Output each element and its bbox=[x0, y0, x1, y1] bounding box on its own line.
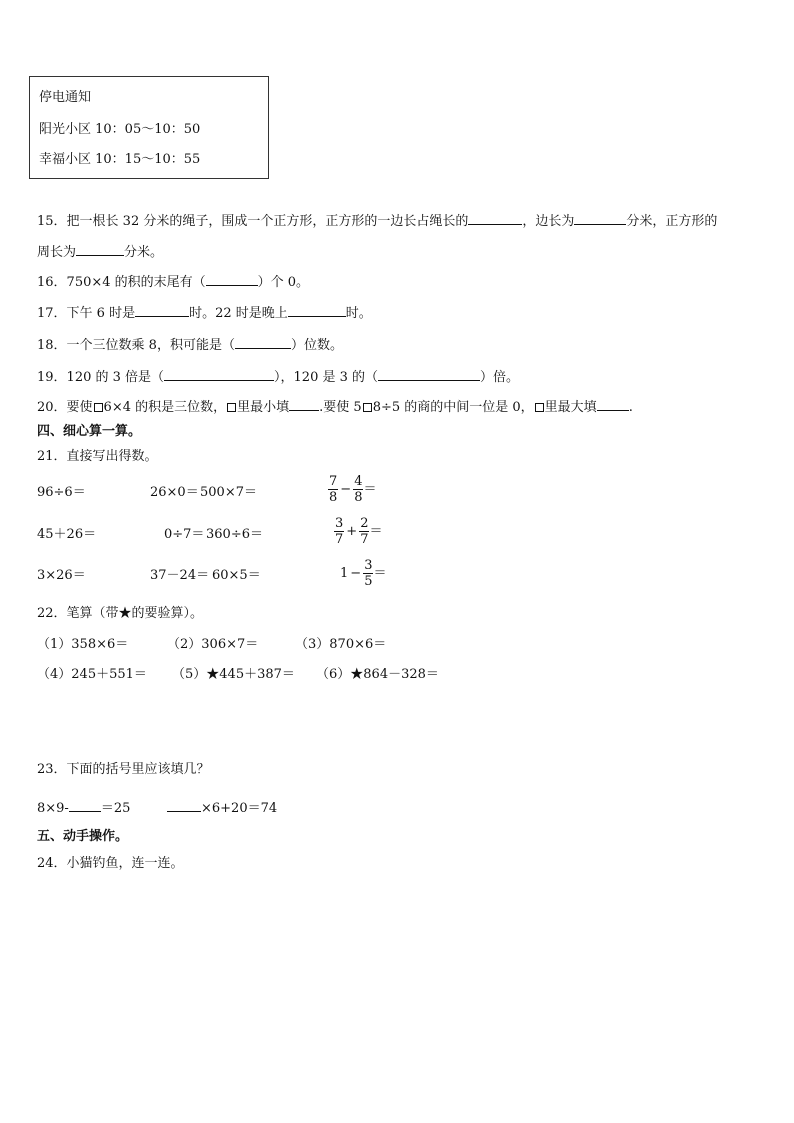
question-17: 17．下午 6 时是 时。22 时是晚上 时。 bbox=[37, 302, 372, 323]
question-22-title: 22．笔算（带★的要验算）。 bbox=[37, 606, 204, 621]
square-box-icon bbox=[94, 403, 103, 412]
answer-blank[interactable] bbox=[206, 271, 258, 286]
fraction: 7 8 bbox=[329, 474, 338, 505]
answer-blank[interactable] bbox=[597, 396, 629, 411]
fill-expression-2: ×6+20＝74 bbox=[167, 797, 277, 818]
answer-blank[interactable] bbox=[135, 302, 189, 317]
calc-0-div-7: 0÷7＝ bbox=[164, 527, 205, 542]
question-15-line2: 周长为 分米。 bbox=[37, 241, 163, 262]
square-box-icon bbox=[227, 403, 236, 412]
calc-60-times-5: 60×5＝ bbox=[212, 568, 261, 583]
power-outage-notice bbox=[29, 76, 269, 179]
notice-line-happiness: 幸福小区 10：15～10：55 bbox=[39, 152, 201, 167]
calc-96-div-6: 96÷6＝ bbox=[37, 485, 86, 500]
written-calc-1: （1）358×6＝ bbox=[37, 637, 129, 652]
answer-blank[interactable] bbox=[164, 366, 274, 381]
answer-blank[interactable] bbox=[288, 302, 346, 317]
question-24: 24．小猫钓鱼，连一连。 bbox=[37, 856, 184, 871]
written-calc-6: （6）★864－328＝ bbox=[316, 667, 439, 682]
section-5-heading: 五、动手操作。 bbox=[37, 829, 129, 844]
question-16: 16．750×4 的积的末尾有（ ）个 0。 bbox=[37, 271, 309, 292]
fraction-calc-2: 3 7 + $\frac{2}{7}$ ＝ bbox=[335, 516, 383, 547]
square-box-icon bbox=[535, 403, 544, 412]
fraction-calc-1: 7 8 − $\frac{4}{8}$ ＝ bbox=[329, 474, 377, 505]
question-23-title: 23．下面的括号里应该填几？ bbox=[37, 762, 210, 777]
answer-blank[interactable] bbox=[76, 241, 124, 256]
fraction: $\frac{3}{5}$ bbox=[364, 558, 373, 589]
calc-45-plus-26: 45＋26＝ bbox=[37, 527, 97, 542]
fraction-calc-3: 1 − $\frac{3}{5}$ ＝ bbox=[340, 558, 387, 589]
answer-blank[interactable] bbox=[69, 797, 101, 812]
answer-blank[interactable] bbox=[378, 366, 480, 381]
calc-360-div-6: 360÷6＝ bbox=[206, 527, 263, 542]
written-calc-2: （2）306×7＝ bbox=[167, 637, 259, 652]
answer-blank[interactable] bbox=[468, 210, 522, 225]
calc-3-times-26: 3×26＝ bbox=[37, 568, 86, 583]
fill-expression-1: 8×9- ＝25 bbox=[37, 797, 130, 818]
written-calc-3: （3）870×6＝ bbox=[295, 637, 387, 652]
calc-26-times-0: 26×0＝ bbox=[150, 485, 199, 500]
fraction: $\frac{4}{8}$ bbox=[354, 474, 363, 505]
answer-blank[interactable] bbox=[289, 396, 319, 411]
section-4-heading: 四、细心算一算。 bbox=[37, 424, 142, 439]
calc-37-minus-24: 37－24＝ bbox=[150, 568, 210, 583]
written-calc-5: （5）★445＋387＝ bbox=[172, 667, 295, 682]
question-19: 19．120 的 3 倍是（ ），120 是 3 的（ ）倍。 bbox=[37, 366, 519, 387]
answer-blank[interactable] bbox=[167, 797, 201, 812]
fraction: $\frac{2}{7}$ bbox=[360, 516, 369, 547]
question-20: 20．要使 6×4 的积是三位数， 里最小填 .要使 5 8÷5 的商的中间一位是 0， 里最大填 . bbox=[37, 396, 633, 417]
square-box-icon bbox=[363, 403, 372, 412]
question-21-title: 21．直接写出得数。 bbox=[37, 449, 158, 464]
question-18: 18．一个三位数乘 8，积可能是（ ）位数。 bbox=[37, 334, 343, 355]
answer-blank[interactable] bbox=[235, 334, 291, 349]
calc-500-times-7: 500×7＝ bbox=[200, 485, 257, 500]
question-15-line1: 15．把一根长 32 分米的绳子，围成一个正方形，正方形的一边长占绳长的 ，边长为 分米，正方形的 bbox=[37, 210, 717, 231]
answer-blank[interactable] bbox=[574, 210, 626, 225]
fraction: 3 7 bbox=[335, 516, 344, 547]
notice-title: 停电通知 bbox=[39, 90, 92, 105]
notice-line-sunshine: 阳光小区 10：05～10：50 bbox=[39, 122, 201, 137]
written-calc-4: （4）245＋551＝ bbox=[37, 667, 147, 682]
